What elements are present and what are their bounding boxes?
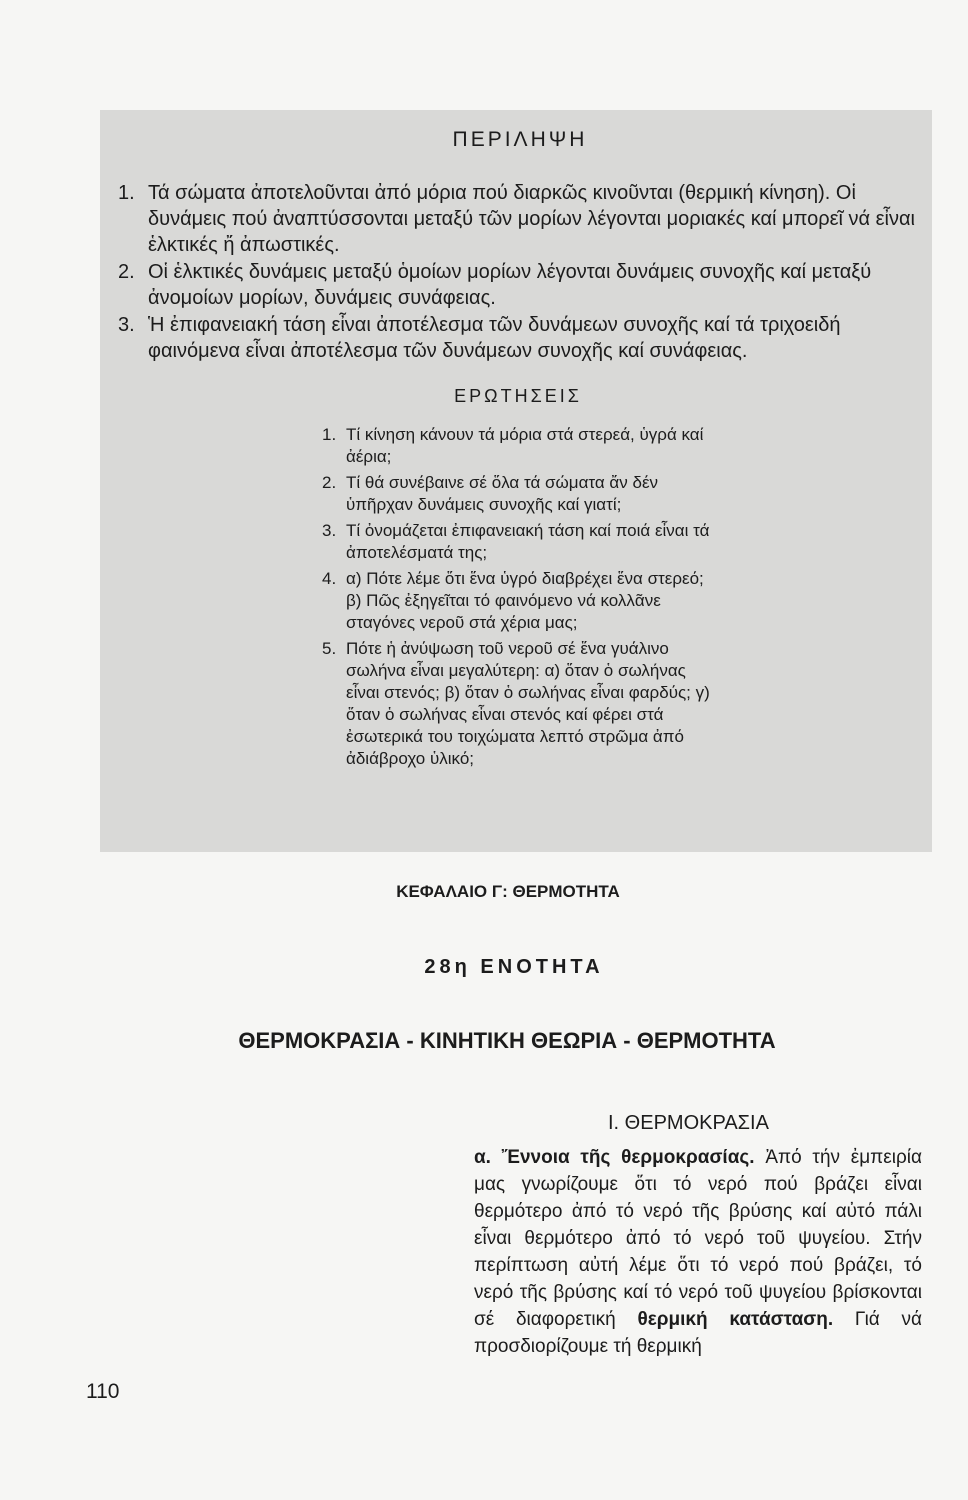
question-text: Τί θά συνέβαινε σέ ὅλα τά σώματα ἄν δέν ὑπῆρχαν δυνάμεις συνοχῆς καί γιατί; <box>346 473 659 514</box>
main-title: ΘΕΡΜΟΚΡΑΣΙΑ - ΚΙΝΗΤΙΚΗ ΘΕΩΡΙΑ - ΘΕΡΜΟΤΗΤΑ <box>238 1028 776 1053</box>
summary-item-text: Οἱ ἑλκτικές δυνάμεις μεταξύ ὁμοίων μορίων λέγονται δυνάμεις συνοχῆς καί μεταξύ ἀνομοίων μορίων, δυνάμεις συνάφειας. <box>148 261 872 309</box>
unit-heading: 28η ΕΝΟΤΗΤΑ <box>424 956 604 978</box>
question-number: 2. <box>322 473 337 492</box>
question-item <box>322 472 710 516</box>
chapter-heading: ΚΕΦΑΛΑΙΟ Γ: ΘΕΡΜΟΤΗΤΑ <box>396 882 620 901</box>
questions-list <box>322 424 710 774</box>
summary-item-text: Τά σώματα ἀποτελοῦνται ἀπό μόρια πού διαρκῶς κινοῦνται (θερμική κίνηση). Οἱ δυνάμεις πού ἀναπτύσσονται μεταξύ τῶν μορίων λέγονται μοριακές καί μπορεῖ νά εἶναι ἑλκτικές ἤ ἀπωστικές. <box>148 182 915 256</box>
summary-item-number: 2. <box>118 261 135 283</box>
question-number: 1. <box>322 425 337 444</box>
question-text: Τί κίνηση κάνουν τά μόρια στά στερεά, ὑγρά καί ἀέρια; <box>346 425 704 466</box>
body-paragraph <box>474 1144 922 1360</box>
question-text: Τί ὀνομάζεται ἐπιφανειακή τάση καί ποιά εἶναι τά ἀποτελέσματά της; <box>346 521 710 562</box>
questions-title: ΕΡΩΤΗΣΕΙΣ <box>454 386 582 406</box>
summary-title: ΠΕΡΙΛΗΨΗ <box>452 128 588 151</box>
summary-item <box>118 312 928 364</box>
question-text: Πότε ἡ ἀνύψωση τοῦ νεροῦ σέ ἕνα γυάλινο σωλήνα εἶναι μεγαλύτερη: α) ὅταν ὁ σωλήνας εἶναι στενός; β) ὅταν ὁ σωλήνας εἶναι φαρδύς; γ) ὅταν ὁ σωλήνας εἶναι στενός καί φέρει στά ἐσωτερικά του τοιχώματα λεπτό στρῶμα ἀπό ἀδιάβροχο ὑλικό; <box>346 639 710 768</box>
page-number: 110 <box>86 1380 120 1403</box>
summary-item <box>118 259 928 311</box>
question-item <box>322 568 710 634</box>
question-item <box>322 520 710 564</box>
summary-item-number: 1. <box>118 182 135 204</box>
summary-item-text: Ἡ ἐπιφανειακή τάση εἶναι ἀποτέλεσμα τῶν δυνάμεων συνοχῆς καί τά τριχοειδή φαινόμενα εἶναι ἀποτέλεσμα τῶν δυνάμεων συνοχῆς καί συνάφειας. <box>148 314 841 362</box>
summary-item <box>118 180 928 258</box>
question-number: 3. <box>322 521 337 540</box>
question-item <box>322 424 710 468</box>
section-heading: Ι. ΘΕΡΜΟΚΡΑΣΙΑ <box>608 1112 769 1134</box>
question-text: α) Πότε λέμε ὅτι ἕνα ὑγρό διαβρέχει ἕνα στερεό; β) Πῶς ἐξηγεῖται τό φαινόμενο νά κολλᾶνε σταγόνες νεροῦ στά χέρια μας; <box>346 569 704 632</box>
summary-list <box>118 180 928 365</box>
question-number: 5. <box>322 639 337 658</box>
highlighted-term: θερμική κατάσταση. <box>637 1309 834 1330</box>
question-number: 4. <box>322 569 337 588</box>
paragraph-text: Ἀπό τήν ἐμπειρία μας γνωρίζουμε ὅτι τό νερό πού βράζει εἶναι θερμότερο ἀπό τό νερό τῆς βρύσης καί αὐτό πάλι εἶναι θερμότερο ἀπό τό νερό τοῦ ψυγείου. Στήν περίπτωση αὐτή λέμε ὅτι τό νερό πού βράζει, τό νερό τῆς βρύσης καί τό νερό τοῦ ψυγείου βρίσκονται σέ διαφορετική <box>474 1147 922 1330</box>
paragraph-subheading: α. Ἔννοια τῆς θερμοκρασίας. <box>474 1147 755 1168</box>
summary-item-number: 3. <box>118 314 135 336</box>
paragraph-text-continued: Γιά νά προσδιορίζουμε τή θερμική <box>474 1309 923 1357</box>
question-item <box>322 638 710 770</box>
